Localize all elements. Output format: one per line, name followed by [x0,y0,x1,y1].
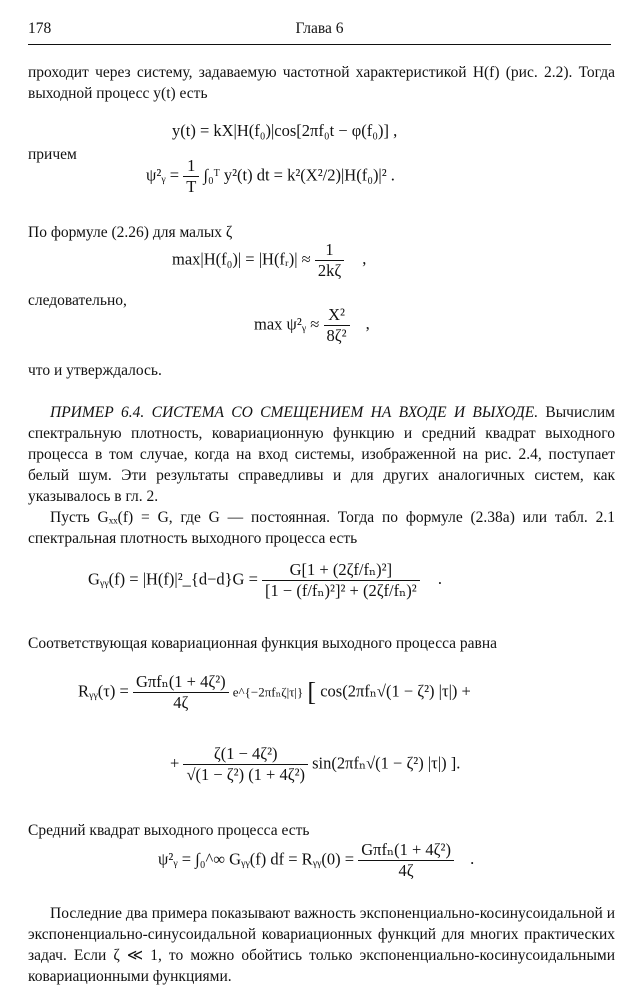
eq8-denominator: 4ζ [398,861,414,880]
eq7-sin-term: sin(2πfₙ√(1 − ζ²) |τ|) [312,753,447,773]
equation-mean-square-output [158,840,474,881]
paragraph-7: Последние два примера показывают важность экспоненциально-косинусоидальной и экспоненциально-синусоидальной ковариационных функций для многих практических задач. Если ζ ≪ 1, то можно обойтись только экспоненциально-косинусоидальными ковариационными функциями. [28,905,615,985]
eq2-numerator: 1 [183,156,199,177]
eq8-numerator: Gπfₙ(1 + 4ζ²) [358,840,454,861]
paragraph-2: По формуле (2.26) для малых ζ [28,224,233,241]
equation-max-psi [254,305,370,346]
equation-max-h [172,240,366,281]
eq6-cos-term: cos(2πfₙ√(1 − ζ²) |τ|) + [320,681,471,701]
equation-covariance-line2 [170,744,460,785]
eq5-denominator: [1 − (f/fₙ)²]² + (2ζf/fₙ)² [265,581,417,600]
eq6-fraction [133,672,229,713]
paragraph-3: что и утверждалось. [28,362,162,379]
eq4-tail: , [365,314,370,334]
eq7-tail: ]. [450,753,461,773]
eq6-lhs: Rᵧᵧ(τ) = [78,681,129,701]
eq2-fraction [183,156,199,197]
eq4-numerator: X² [324,305,350,326]
page-number: 178 [28,20,52,37]
equation-mean-square [146,156,395,197]
eq8-tail: . [470,849,475,869]
running-header [28,20,611,42]
eq6-numerator: Gπfₙ(1 + 4ζ²) [133,672,229,693]
eq6-exponential: e^{−2πfₙζ|τ|} [232,684,304,700]
eq3-tail: , [362,249,367,269]
eq4-fraction [324,305,350,346]
eq7-fraction [183,744,308,785]
eq7-plus: + [170,753,180,773]
paragraph-6: Средний квадрат выходного процесса есть [28,822,310,839]
paragraph-1: проходит через систему, задаваемую частотной характеристикой H(f) (рис. 2.2). Тогда выходной процесс y(t) есть [28,64,615,102]
word-sledovatelno: следовательно, [28,292,127,309]
eq8-lhs: ψ²ᵧ = ∫₀^∞ Gᵧᵧ(f) df = Rᵧᵧ(0) = [158,849,355,869]
eq7-denominator: √(1 − ζ²) (1 + 4ζ²) [186,765,306,784]
eq5-tail: . [437,569,442,589]
paragraph-5: Соответствующая ковариационная функция выходного процесса равна [28,635,498,652]
eq4-lhs: max ψ²ᵧ ≈ [254,314,320,334]
example-title: ПРИМЕР 6.4. СИСТЕМА СО СМЕЩЕНИЕМ НА ВХОДЕ И ВЫХОДЕ. [50,404,539,421]
equation-covariance-line1 [78,672,471,713]
eq2-rhs: ∫₀ᵀ y²(t) dt = k²(X²/2)|H(f₀)|² . [203,165,395,185]
eq8-fraction [358,840,454,881]
eq4-denominator: 8ζ² [326,326,347,345]
eq3-numerator: 1 [315,240,344,261]
eq5-numerator: G[1 + (2ζf/fₙ)²] [262,560,420,581]
paragraph-4: Пусть Gₓₓ(f) = G, где G — постоянная. Тогда по формуле (2.38a) или табл. 2.1 спектральная плотность выходного процесса есть [28,509,615,547]
eq3-denominator: 2kζ [317,261,342,280]
eq5-fraction [262,560,420,601]
eq5-lhs: Gᵧᵧ(f) = |H(f)|²_{d−d}G = [88,569,258,589]
eq6-open-bracket: [ [307,677,317,707]
eq2-lhs: ψ²ᵧ = [146,165,180,185]
eq2-denominator: T [186,177,197,196]
eq3-fraction [315,240,344,281]
eq6-denominator: 4ζ [173,693,189,712]
header-rule [28,44,611,45]
eq7-numerator: ζ(1 − 4ζ²) [183,744,308,765]
word-prichem: причем [28,146,77,163]
eq3-lhs: max|H(f₀)| = |H(fᵣ)| ≈ [172,249,311,269]
chapter-title: Глава 6 [295,20,344,37]
equation-output-process: y(t) = kX|H(f₀)|cos[2πf₀t − φ(f₀)] , [172,121,398,140]
example-text: Вычислим спектральную плотность, ковариационную функцию и средний квадрат выходного процесса в том случае, когда на вход системы, изображенной на рис. 2.4, поступает белый шум. Эти результаты справедливы и для других аналогичных систем, как указывалось в гл. 2. [28,404,615,505]
example-paragraph [28,402,615,507]
equation-spectral-density [88,560,442,601]
